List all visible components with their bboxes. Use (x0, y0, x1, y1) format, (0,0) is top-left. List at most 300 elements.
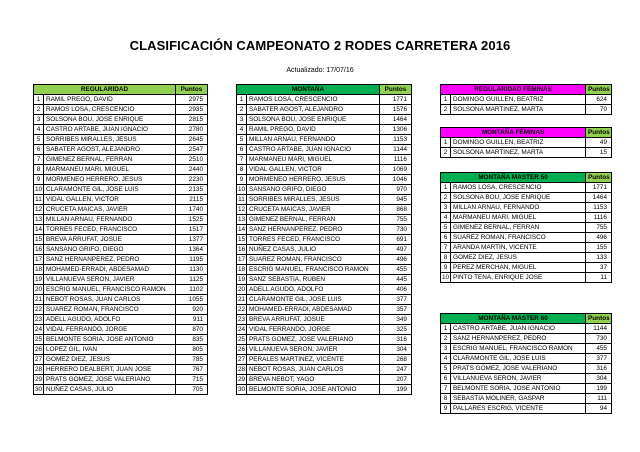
rider-name-cell: CLARAMONTE GIL, JOSE LUIS (451, 354, 586, 364)
rank-cell: 30 (34, 386, 43, 393)
points-cell: 1130 (176, 265, 208, 275)
table-row (441, 233, 612, 243)
rank-cell: 12 (34, 206, 43, 213)
rider-name-cell: PRATS GOMEZ, JOSE VALERIANO (451, 364, 586, 374)
rider-name-cell: NUÑEZ CASAS, JULIO (44, 385, 176, 395)
points-cell: 705 (176, 385, 208, 395)
table-row (34, 325, 208, 335)
rider-name-cell: SANZ HERNANPEREZ, PEDRO (451, 334, 586, 344)
points-cell: 624 (586, 95, 612, 105)
rank-cell: 26 (34, 346, 43, 353)
table-row (237, 295, 412, 305)
rider-name-cell: BELMONTE SORIA, JOSE ANTONIO (44, 335, 176, 345)
rank-cell: 2 (441, 193, 451, 203)
points-cell: 94 (586, 404, 612, 414)
points-cell: 2115 (176, 195, 208, 205)
table-row (34, 185, 208, 195)
rank-cell: 18 (237, 266, 246, 273)
points-cell: 730 (380, 225, 412, 235)
table-row (34, 375, 208, 385)
points-cell: 970 (380, 185, 412, 195)
points-cell: 870 (176, 325, 208, 335)
rider-name-cell: CASTRO ARTABE, JUAN IGNACIO (451, 324, 586, 334)
points-cell: 445 (380, 275, 412, 285)
table-row (237, 315, 412, 325)
rank-cell: 24 (237, 326, 246, 333)
rider-name-cell: MOHAMED-ERRADI, ABDESAMAD (247, 305, 380, 315)
table-row (34, 345, 208, 355)
points-cell: 1364 (176, 245, 208, 255)
table-title: REGULARIDAD FÉMINAS (441, 85, 586, 95)
rank-cell: 1 (441, 138, 451, 148)
table-row (441, 193, 612, 203)
rank-cell: 5 (441, 223, 451, 233)
points-cell: 406 (380, 285, 412, 295)
rider-name-cell: RAMIL PREGO, DAVID (44, 95, 176, 105)
rider-name-cell: CRUCETA MAICAS, JAVIER (247, 205, 380, 215)
rank-cell: 7 (441, 384, 451, 394)
rank-cell: 23 (34, 316, 43, 323)
table-row (237, 105, 412, 115)
rank-cell: 11 (35, 196, 42, 203)
rider-name-cell: NEBOT ROSAS, JUAN CARLOS (247, 365, 380, 375)
rider-name-cell: CLARAMONTE GIL, JOSE LUIS (44, 185, 176, 195)
montana-master-50-table (440, 172, 612, 283)
rider-name-cell: MARMANEU MARI, MIGUEL (247, 155, 380, 165)
rider-name-cell: SOLSONA BOU, JOSE ENRIQUE (44, 115, 176, 125)
rider-name-cell: DOMINGO GUILLEN, BEATRIZ (451, 138, 586, 148)
points-cell: 1116 (586, 213, 612, 223)
rider-name-cell: NUÑEZ CASAS, JULIO (247, 245, 380, 255)
updated-date: Actualizado: 17/07/16 (286, 67, 354, 74)
rank-cell: 2 (34, 105, 44, 115)
table-row (441, 95, 612, 105)
points-cell: 1525 (176, 215, 208, 225)
rider-name-cell: MORMENEO HERRERO, JESUS (44, 175, 176, 185)
points-cell: 49 (586, 138, 612, 148)
table-row (237, 385, 412, 395)
rider-name-cell: BELMONTE SORIA, JOSE ANTONIO (451, 384, 586, 394)
rank-cell: 6 (237, 145, 247, 155)
table-row (34, 215, 208, 225)
table-row (237, 115, 412, 125)
rank-cell: 23 (237, 316, 246, 323)
table-row (34, 355, 208, 365)
points-column-header: Puntos (380, 85, 412, 95)
rider-name-cell: SOLSONA MARTINEZ, MARTA (451, 105, 586, 115)
rank-cell: 25 (237, 336, 246, 343)
table-row (441, 138, 612, 148)
points-cell: 911 (176, 315, 208, 325)
table-row (237, 215, 412, 225)
rider-name-cell: LOPEZ GIL, IVAN (44, 345, 176, 355)
table-row (237, 245, 412, 255)
rank-cell: 3 (441, 203, 451, 213)
table-row (441, 148, 612, 158)
table-row (34, 225, 208, 235)
rank-cell: 13 (34, 216, 43, 223)
table-header (441, 85, 612, 95)
table-row (34, 205, 208, 215)
regularidad-feminas-table (440, 84, 612, 115)
rank-cell: 8 (441, 253, 451, 263)
table-row (237, 285, 412, 295)
points-column-header: Puntos (586, 173, 612, 183)
points-cell: 325 (380, 325, 412, 335)
montana-master-60-table (440, 313, 612, 414)
points-cell: 304 (380, 345, 412, 355)
rider-name-cell: VILLANUEVA SERON, JAVIER (247, 345, 380, 355)
table-row (237, 335, 412, 345)
table-row (34, 275, 208, 285)
rider-name-cell: VIDAL FERRANDO, JORGE (247, 325, 380, 335)
rider-name-cell: ESCRIG MANUEL, FRANCISCO RAMON (451, 344, 586, 354)
rank-cell: 28 (237, 366, 246, 373)
table-row (34, 295, 208, 305)
points-cell: 1069 (380, 165, 412, 175)
rider-name-cell: VIDAL GALLEN, VICTOR (44, 195, 176, 205)
points-cell: 1125 (176, 275, 208, 285)
table-row (34, 315, 208, 325)
rank-cell: 5 (34, 135, 44, 145)
rank-cell: 19 (237, 276, 246, 283)
rider-name-cell: MARMANEU MARI, MIGUEL (44, 165, 176, 175)
points-cell: 199 (586, 384, 612, 394)
table-row (441, 263, 612, 273)
table-row (441, 364, 612, 374)
rank-cell: 15 (237, 236, 246, 243)
points-cell: 1576 (380, 105, 412, 115)
table-row (34, 385, 208, 395)
rider-name-cell: PRATS GOMEZ, JOSE VALERIANO (247, 335, 380, 345)
rank-cell: 6 (34, 145, 44, 155)
rank-cell: 3 (237, 115, 247, 125)
points-cell: 755 (380, 215, 412, 225)
rank-cell: 29 (34, 376, 43, 383)
points-cell: 1102 (176, 285, 208, 295)
table-row (441, 324, 612, 334)
rank-cell: 27 (34, 356, 43, 363)
points-cell: 805 (176, 345, 208, 355)
rank-cell: 20 (237, 286, 246, 293)
table-row (441, 203, 612, 213)
points-cell: 2510 (176, 155, 208, 165)
rank-cell: 27 (237, 356, 246, 363)
rank-cell: 24 (34, 326, 43, 333)
table-row (34, 335, 208, 345)
rider-name-cell: SEBASTIA MOLINER, GASPAR (451, 394, 586, 404)
rank-cell: 16 (34, 246, 43, 253)
table-row (237, 305, 412, 315)
rider-name-cell: PEREZ MERCHAN, MIGUEL (451, 263, 586, 273)
rider-name-cell: MILLAN ARNAU, FERNANDO (44, 215, 176, 225)
rider-name-cell: GOMEZ DIEZ, JESUS (44, 355, 176, 365)
rank-cell: 8 (441, 394, 451, 404)
rank-cell: 14 (34, 226, 43, 233)
points-cell: 1116 (380, 155, 412, 165)
points-cell: 357 (380, 305, 412, 315)
table-row (441, 404, 612, 414)
table-row (237, 205, 412, 215)
rank-cell: 7 (34, 155, 44, 165)
rank-cell: 10 (34, 186, 43, 193)
rank-cell: 8 (237, 165, 247, 175)
table-row (441, 273, 612, 283)
table-row (441, 374, 612, 384)
table-row (441, 384, 612, 394)
rank-cell: 11 (238, 196, 245, 203)
rank-cell: 28 (34, 366, 43, 373)
rank-cell: 2 (441, 334, 451, 344)
page-title: CLASIFICACIÓN CAMPEONATO 2 RODES CARRETERA 2016 (129, 38, 511, 53)
table-row (34, 235, 208, 245)
rider-name-cell: ESCRIG MANUEL, FRANCISCO RAMON (247, 265, 380, 275)
points-column-header: Puntos (586, 85, 612, 95)
points-cell: 496 (380, 255, 412, 265)
table-row (34, 305, 208, 315)
table-title: MONTAÑA (237, 85, 380, 95)
rank-cell: 1 (237, 95, 247, 105)
points-cell: 691 (380, 235, 412, 245)
points-cell: 1144 (380, 145, 412, 155)
points-cell: 111 (586, 394, 612, 404)
points-cell: 2935 (176, 105, 208, 115)
points-cell: 155 (586, 243, 612, 253)
table-title: MONTAÑA MASTER 50 (441, 173, 586, 183)
rank-cell: 2 (441, 105, 451, 115)
rank-cell: 25 (34, 336, 43, 343)
points-cell: 1771 (586, 183, 612, 193)
rank-cell: 4 (441, 213, 451, 223)
points-cell: 785 (176, 355, 208, 365)
rank-cell: 17 (34, 256, 43, 263)
points-cell: 1195 (176, 255, 208, 265)
rank-cell: 7 (441, 243, 451, 253)
points-cell: 835 (176, 335, 208, 345)
points-cell: 1377 (176, 235, 208, 245)
table-row (34, 95, 208, 105)
points-cell: 715 (176, 375, 208, 385)
rank-cell: 1 (34, 95, 44, 105)
table-row (34, 365, 208, 375)
table-row (441, 253, 612, 263)
table-row (34, 255, 208, 265)
points-cell: 207 (380, 375, 412, 385)
rank-cell: 9 (237, 175, 247, 185)
rank-cell: 3 (34, 115, 44, 125)
rider-name-cell: VIDAL GALLEN, VICTOR (247, 165, 380, 175)
table-row (441, 223, 612, 233)
points-cell: 199 (380, 385, 412, 395)
rider-name-cell: SUAREZ ROMAN, FRANCISCO (247, 255, 380, 265)
points-cell: 455 (380, 265, 412, 275)
rider-name-cell: TORRES FECED, FRANCISCO (247, 235, 380, 245)
points-cell: 2440 (176, 165, 208, 175)
points-cell: 945 (380, 195, 412, 205)
table-row (237, 125, 412, 135)
rider-name-cell: PRATS GOMEZ, JOSE VALERIANO (44, 375, 176, 385)
points-column-header: Puntos (586, 314, 612, 324)
rank-cell: 1 (441, 324, 451, 334)
table-row (441, 183, 612, 193)
table-row (237, 275, 412, 285)
table-row (237, 325, 412, 335)
rank-cell: 19 (34, 276, 43, 283)
points-cell: 2547 (176, 145, 208, 155)
rank-cell: 21 (237, 296, 246, 303)
rank-cell: 9 (441, 263, 451, 273)
table-row (237, 175, 412, 185)
rank-cell: 21 (34, 296, 43, 303)
table-row (237, 235, 412, 245)
points-cell: 1740 (176, 205, 208, 215)
montana-table (236, 84, 412, 395)
table-row (34, 115, 208, 125)
table-row (237, 145, 412, 155)
rider-name-cell: VILLANUEVA SERON, JAVIER (44, 275, 176, 285)
rider-name-cell: RAMOS LOSA, CRESCENCIO (451, 183, 586, 193)
rider-name-cell: CLARAMONTE GIL, JOSE LUIS (247, 295, 380, 305)
rank-cell: 7 (237, 155, 247, 165)
points-cell: 767 (176, 365, 208, 375)
points-cell: 2230 (176, 175, 208, 185)
rider-name-cell: RAMOS LOSA, CRESCENCIO (44, 105, 176, 115)
rider-name-cell: CRUCETA MAICAS, JAVIER (44, 205, 176, 215)
rider-name-cell: MARMANEU MARI, MIGUEL (451, 213, 586, 223)
table-row (237, 365, 412, 375)
rider-name-cell: PALLARES ESCRIG, VICENTE (451, 404, 586, 414)
rider-name-cell: ESCRIG MANUEL, FRANCISCO RAMON (44, 285, 176, 295)
rank-cell: 6 (441, 233, 451, 243)
points-cell: 133 (586, 253, 612, 263)
points-cell: 247 (380, 365, 412, 375)
rank-cell: 3 (441, 344, 451, 354)
rank-cell: 22 (237, 306, 246, 313)
rank-cell: 18 (34, 266, 43, 273)
rank-cell: 17 (237, 256, 246, 263)
rider-name-cell: MORMENEO HERRERO, JESUS (247, 175, 380, 185)
table-row (34, 195, 208, 205)
points-cell: 37 (586, 263, 612, 273)
rider-name-cell: RAMIL PREGO, DAVID (247, 125, 380, 135)
rank-cell: 22 (34, 306, 43, 313)
points-cell: 1153 (380, 135, 412, 145)
rider-name-cell: MILLAN ARNAU, FERNANDO (247, 135, 380, 145)
rider-name-cell: ADELL AGUDO, ADOLFO (247, 285, 380, 295)
points-cell: 2815 (176, 115, 208, 125)
table-row (34, 135, 208, 145)
rider-name-cell: GIMENEZ BERNAL, FERRAN (451, 223, 586, 233)
table-row (34, 265, 208, 275)
points-cell: 2975 (176, 95, 208, 105)
table-header (441, 314, 612, 324)
table-row (237, 135, 412, 145)
rider-name-cell: MILLAN ARNAU, FERNANDO (451, 203, 586, 213)
points-cell: 1046 (380, 175, 412, 185)
table-header (34, 85, 208, 95)
points-cell: 316 (586, 364, 612, 374)
table-title: MONTAÑA FÉMINAS (441, 128, 586, 138)
rider-name-cell: GIMENEZ BERNAL, FERRAN (247, 215, 380, 225)
rank-cell: 29 (237, 376, 246, 383)
points-cell: 268 (380, 355, 412, 365)
rider-name-cell: HERRERO DEALBERT, JUAN JOSE (44, 365, 176, 375)
rank-cell: 15 (34, 236, 43, 243)
rider-name-cell: SORRIBES MIRALLES, JESUS (247, 195, 380, 205)
table-row (441, 354, 612, 364)
points-cell: 1306 (380, 125, 412, 135)
rider-name-cell: SANSANO GRIFO, DIEGO (247, 185, 380, 195)
table-row (441, 344, 612, 354)
table-header (441, 173, 612, 183)
points-cell: 1464 (586, 193, 612, 203)
table-row (34, 175, 208, 185)
rider-name-cell: SANZ HERNANPEREZ, PEDRO (44, 255, 176, 265)
rider-name-cell: VILLANUEVA SERON, JAVIER (451, 374, 586, 384)
points-cell: 1144 (586, 324, 612, 334)
rider-name-cell: NEBOT ROSAS, JUAN CARLOS (44, 295, 176, 305)
points-cell: 1771 (380, 95, 412, 105)
table-row (237, 355, 412, 365)
table-row (237, 195, 412, 205)
rank-cell: 4 (441, 354, 451, 364)
rider-name-cell: BREVA ARRUFAT, JOSUE (247, 315, 380, 325)
rider-name-cell: CASTRO ARTABE, JUAN IGNACIO (247, 145, 380, 155)
rider-name-cell: SANZ SEBASTIA, RUBEN (247, 275, 380, 285)
table-row (441, 213, 612, 223)
rider-name-cell: VIDAL FERRANDO, JORGE (44, 325, 176, 335)
table-row (441, 243, 612, 253)
rank-cell: 4 (34, 125, 44, 135)
rider-name-cell: PERALES MARTINEZ, VICENTE (247, 355, 380, 365)
table-title: REGULARIDAD (34, 85, 176, 95)
points-cell: 15 (586, 148, 612, 158)
points-cell: 304 (586, 374, 612, 384)
points-cell: 920 (176, 305, 208, 315)
table-row (34, 155, 208, 165)
points-cell: 755 (586, 223, 612, 233)
rank-cell: 9 (34, 175, 44, 185)
points-cell: 70 (586, 105, 612, 115)
rank-cell: 8 (34, 165, 44, 175)
rider-name-cell: SANZ HERNANPEREZ, PEDRO (247, 225, 380, 235)
table-header (237, 85, 412, 95)
rank-cell: 30 (237, 386, 246, 393)
rank-cell: 20 (34, 286, 43, 293)
table-row (237, 155, 412, 165)
rank-cell: 16 (237, 246, 246, 253)
rank-cell: 2 (237, 105, 247, 115)
rank-cell: 10 (441, 274, 450, 281)
table-row (441, 394, 612, 404)
rank-cell: 1 (441, 183, 451, 193)
rider-name-cell: TORRES FECED, FRANCISCO (44, 225, 176, 235)
rider-name-cell: CASTRO ARTABE, JUAN IGNACIO (44, 125, 176, 135)
table-row (34, 145, 208, 155)
points-cell: 1055 (176, 295, 208, 305)
table-row (237, 95, 412, 105)
rider-name-cell: SOLSONA BOU, JOSE ENRIQUE (247, 115, 380, 125)
table-row (237, 225, 412, 235)
table-row (34, 125, 208, 135)
rank-cell: 1 (441, 95, 451, 105)
rank-cell: 6 (441, 374, 451, 384)
table-row (34, 165, 208, 175)
rider-name-cell: SANSANO GRIFO, DIEGO (44, 245, 176, 255)
regularidad-table (33, 84, 208, 395)
rider-name-cell: GOMEZ DIEZ, JESUS (451, 253, 586, 263)
rider-name-cell: SUAREZ ROMAN, FRANCISCO (44, 305, 176, 315)
